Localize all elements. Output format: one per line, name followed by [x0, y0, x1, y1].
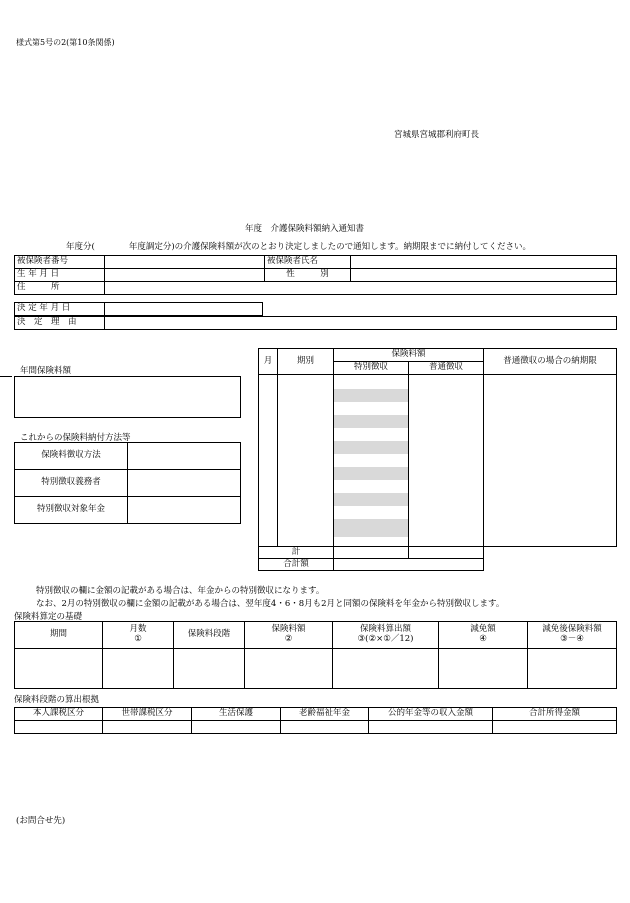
basis-header-sub: ②	[284, 634, 293, 644]
basis-col-stage	[174, 622, 245, 649]
stage-cell	[281, 721, 369, 734]
schedule-ordinary-cells	[409, 375, 484, 547]
decision-date-label: 決 定 年 月 日	[15, 303, 105, 316]
basis-header: 減免額	[470, 624, 496, 635]
basis-header: 月数	[129, 624, 147, 635]
special-collector-value	[128, 470, 241, 497]
schedule-period-cells	[278, 375, 334, 547]
target-pension-value	[128, 497, 241, 524]
payment-method-title: これからの保険料納付方法等	[20, 433, 131, 443]
stage-title: 保険料段階の算出根拠	[14, 695, 100, 705]
note-1: 特別徴収の欄に金額の記載がある場合は、年金からの特別徴収になります。	[36, 586, 325, 596]
col-deadline: 普通徴収の場合の納期限	[484, 349, 617, 375]
basis-col-after-reduction	[528, 622, 617, 649]
basis-cell	[245, 649, 333, 689]
annual-premium-box	[14, 376, 241, 418]
basis-col-premium	[245, 622, 333, 649]
payment-method-table	[14, 442, 241, 524]
dob-value	[105, 269, 265, 282]
blank-cell	[484, 559, 617, 571]
address-label: 住 所	[15, 282, 105, 295]
decision-reason-value	[105, 317, 617, 330]
decision-reason-label: 決 定 理 由	[15, 317, 105, 330]
basis-header: 保険料算出額	[359, 624, 411, 635]
basis-cell	[333, 649, 439, 689]
basis-header-sub: ③(②×①／12)	[357, 634, 414, 644]
stage-table	[14, 707, 617, 734]
basis-header-sub: ④	[479, 634, 487, 644]
form-number: 様式第5号の2(第10条関係)	[16, 38, 115, 47]
total-label: 計	[259, 547, 334, 559]
basis-header-sub: ③－④	[560, 634, 584, 644]
col-period: 期別	[278, 349, 334, 375]
issuer: 宮城県宮城郡利府町長	[394, 130, 480, 140]
stage-cell	[192, 721, 281, 734]
decision-date-value	[105, 303, 263, 316]
schedule-special-cells	[334, 375, 409, 547]
dob-label: 生 年 月 日	[15, 269, 105, 282]
basis-cell	[15, 649, 103, 689]
basis-cell	[528, 649, 617, 689]
stage-cell	[369, 721, 493, 734]
basis-header: 期間	[49, 629, 67, 640]
decision-date-table	[14, 302, 263, 316]
note-2: なお、2月の特別徴収の欄に金額の記載がある場合は、翌年度4・6・8月も2月と同額の保険料を年金から特別徴収します。	[36, 599, 505, 609]
basis-col-months	[103, 622, 174, 649]
insured-name-value	[351, 256, 617, 269]
intro-text: 年度分( 年度調定分)の介護保険料額が次のとおり決定しましたので通知します。納期限までに納付してください。	[66, 242, 531, 252]
col-special: 特別徴収	[334, 362, 409, 375]
basis-title: 保険料算定の基礎	[14, 612, 83, 622]
insured-info-table	[14, 255, 617, 295]
schedule-month-cells	[259, 375, 278, 547]
total-ordinary	[409, 547, 484, 559]
grand-total-value	[334, 559, 484, 571]
document-title: 年度 介護保険料額納入通知書	[245, 224, 365, 234]
stage-col-old-age-pension: 老齢福祉年金	[281, 708, 369, 721]
insured-number-value	[105, 256, 265, 269]
basis-header-sub: ①	[134, 634, 142, 644]
col-month: 月	[259, 349, 278, 375]
stage-col-total-income: 合計所得金額	[493, 708, 617, 721]
basis-header: 減免後保険料額	[542, 624, 602, 635]
stage-col-pension-income: 公的年金等の収入金額	[369, 708, 493, 721]
basis-cell	[174, 649, 245, 689]
annual-premium-label: 年間保険料額	[20, 366, 72, 376]
stage-cell	[15, 721, 103, 734]
stage-cell	[103, 721, 192, 734]
address-value	[105, 282, 617, 295]
basis-cell	[103, 649, 174, 689]
decision-reason-table	[14, 316, 617, 330]
collection-method-label: 保険料徴収方法	[15, 443, 128, 470]
grand-total-label: 合計額	[259, 559, 334, 571]
stage-col-household-tax: 世帯課税区分	[103, 708, 192, 721]
collection-method-value	[128, 443, 241, 470]
col-ordinary: 普通徴収	[409, 362, 484, 375]
basis-col-period	[15, 622, 103, 649]
basis-header: 保険料段階	[187, 629, 231, 640]
sex-label: 性 別	[265, 269, 351, 282]
basis-table	[14, 621, 617, 689]
basis-col-calculated	[333, 622, 439, 649]
stage-cell	[493, 721, 617, 734]
basis-col-reduction	[439, 622, 528, 649]
stage-col-self-tax: 本人課税区分	[15, 708, 103, 721]
contact-label: (お問合せ先)	[16, 816, 66, 826]
insured-number-label: 被保険者番号	[15, 256, 105, 269]
col-premium: 保険料額	[334, 349, 484, 362]
fold-mark	[0, 376, 12, 377]
payment-schedule-table	[258, 348, 617, 571]
sex-value	[351, 269, 617, 282]
stage-col-welfare: 生活保護	[192, 708, 281, 721]
total-special	[334, 547, 409, 559]
basis-header: 保険料額	[271, 624, 306, 635]
blank-cell	[484, 547, 617, 559]
special-collector-label: 特別徴収義務者	[15, 470, 128, 497]
target-pension-label: 特別徴収対象年金	[15, 497, 128, 524]
basis-cell	[439, 649, 528, 689]
schedule-deadline-cells	[484, 375, 617, 547]
insured-name-label: 被保険者氏名	[265, 256, 351, 269]
